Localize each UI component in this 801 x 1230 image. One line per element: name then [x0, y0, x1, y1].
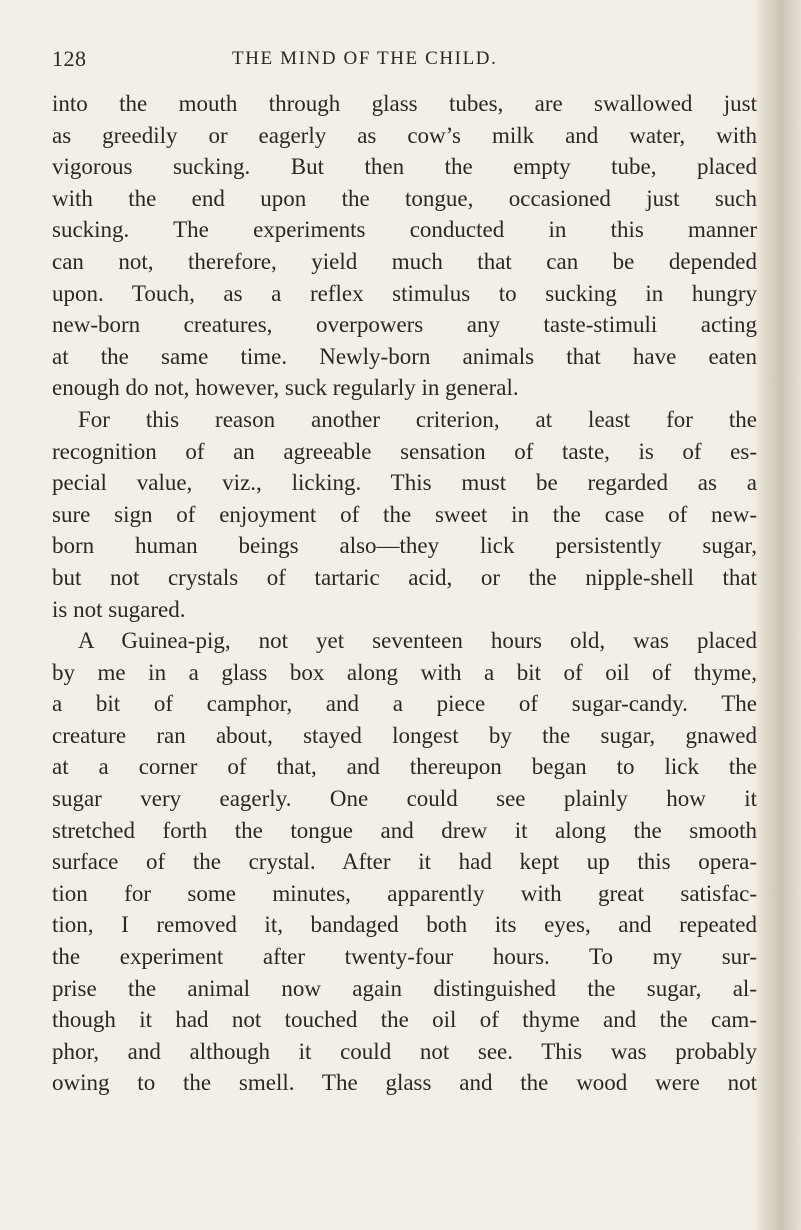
text-line: sure sign of enjoyment of the sweet in the case of new- — [52, 501, 757, 527]
page-header — [52, 46, 757, 76]
page-gutter-shadow — [756, 0, 801, 1230]
text-line: though it had not touched the oil of thyme and the cam- — [52, 1007, 757, 1033]
text-line: stretched forth the tongue and drew it along the smooth — [52, 817, 757, 843]
text-line: surface of the crystal. After it had kept up this opera- — [52, 849, 757, 875]
text-line: For this reason another criterion, at least for the — [78, 406, 757, 432]
text-line: new-born creatures, overpowers any taste-stimuli acting — [52, 312, 757, 338]
text-line: enough do not, however, suck regularly in general. — [52, 375, 519, 401]
text-line: phor, and although it could not see. This was probably — [52, 1038, 757, 1064]
text-line: born human beings also—they lick persistently sugar, — [52, 533, 757, 559]
text-line: tion, I removed it, bandaged both its eyes, and repeated — [52, 912, 757, 938]
text-line: but not crystals of tartaric acid, or the nipple-shell that — [52, 564, 757, 590]
text-line: owing to the smell. The glass and the wood were not — [52, 1070, 757, 1096]
text-line: upon. Touch, as a reflex stimulus to sucking in hungry — [52, 280, 757, 306]
text-line: as greedily or eagerly as cow’s milk and water, with — [52, 122, 757, 148]
text-line: at a corner of that, and thereupon began to lick the — [52, 754, 757, 780]
text-line: the experiment after twenty-four hours. To my sur- — [52, 944, 757, 970]
text-line: vigorous sucking. But then the empty tube, placed — [52, 154, 757, 180]
text-line: with the end upon the tongue, occasioned just such — [52, 185, 757, 211]
text-line: A Guinea-pig, not yet seventeen hours old, was placed — [78, 628, 757, 654]
text-line: is not sugared. — [52, 596, 186, 622]
text-line: sugar very eagerly. One could see plainly how it — [52, 786, 757, 812]
text-line: creature ran about, stayed longest by the sugar, gnawed — [52, 722, 757, 748]
text-line: prise the animal now again distinguished the sugar, al- — [52, 975, 757, 1001]
text-line: pecial value, viz., licking. This must be regarded as a — [52, 470, 757, 496]
body-text — [52, 88, 757, 1099]
text-line: recognition of an agreeable sensation of taste, is of es- — [52, 438, 757, 464]
text-line: a bit of camphor, and a piece of sugar-candy. The — [52, 691, 757, 717]
text-line: at the same time. Newly-born animals that have eaten — [52, 343, 757, 369]
text-line: by me in a glass box along with a bit of oil of thyme, — [52, 659, 757, 685]
text-line: sucking. The experiments conducted in this manner — [52, 217, 757, 243]
text-line: can not, therefore, yield much that can be depended — [52, 248, 757, 274]
text-line: into the mouth through glass tubes, are swallowed just — [52, 91, 757, 116]
text-line: tion for some minutes, apparently with great satisfac- — [52, 880, 757, 906]
page-number: 128 — [52, 46, 87, 71]
running-head: THE MIND OF THE CHILD. — [232, 48, 498, 69]
